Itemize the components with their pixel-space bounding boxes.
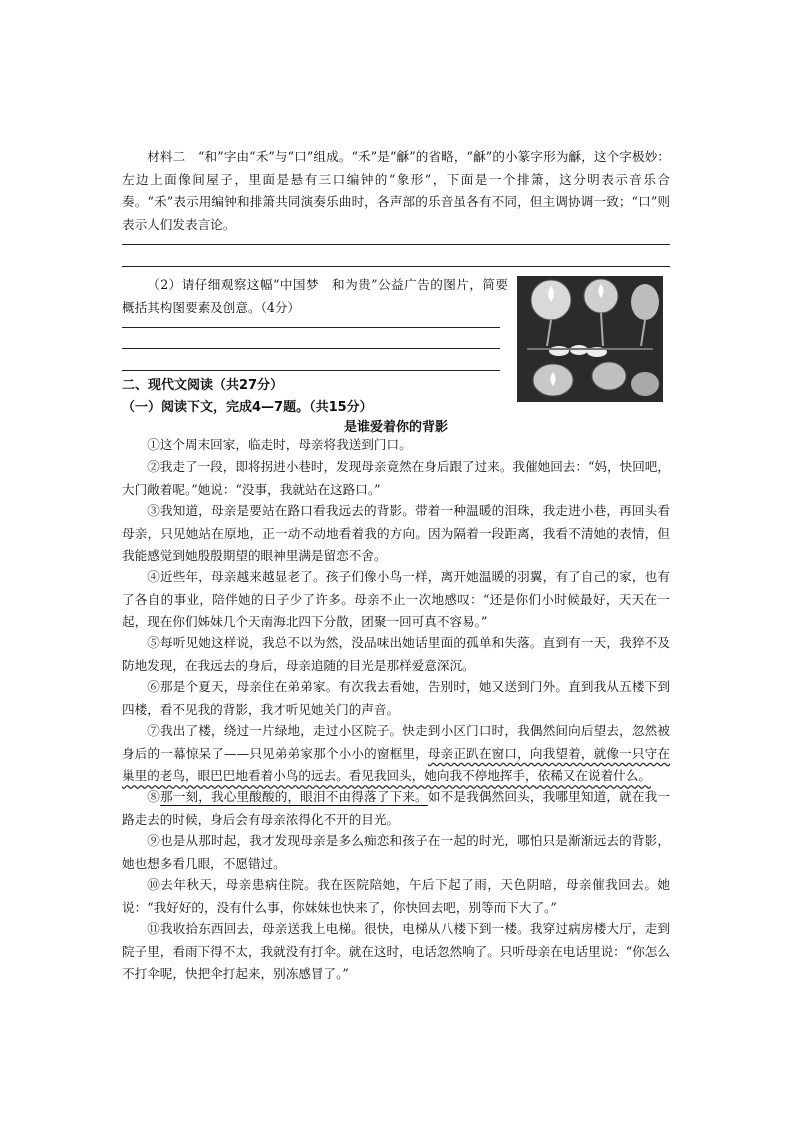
material-2-paragraph: 材料二 “和”字由“禾”与“口”组成。“禾”是“龢”的省略，“龢”的小篆字形为龢，这个字极妙：左边上面像间屋子，里面是悬有三口编钟的“象形”，下面是一个排箫，这分明表示音乐合奏。“禾”表示用编钟和排箫共同演奏乐曲时，各声部的乐音虽各有不同，但主调协调一致；“口”则表示人们发表言论。 [122,149,670,232]
answer-line [122,266,670,267]
paragraph-8-number: ⑧ [147,789,160,804]
article-paragraph-8 [122,786,670,831]
article-paragraph-1: ①这个周末回家，临走时，母亲将我送到门口。 [147,437,412,452]
public-service-ad-image [517,276,663,402]
section-heading: 二、现代文阅读（共27分） [122,378,284,393]
paragraph-7-wavy-underline: 母亲正趴在窗口，向我望着，就像一只守在巢里的老鸟，眼巴巴地看着小鸟的远去。看见我回头，她向我不停地挥手，依稀又在说着什么。 [122,745,671,783]
paragraph-8-plain: 如不是我偶然回头，我哪里知道，就在我一路走去的时候，身后会有母亲浓得化不开的目光。 [122,789,671,827]
article-paragraph-6: ⑥那是个夏天，母亲住在弟弟家。有次我去看她，告别时，她又送到门外。直到我从五楼下到四楼，看不见我的背影，我才听见她关门的声音。 [122,679,670,717]
sub-heading: （一）阅读下文，完成4—7题。（共15分） [122,400,373,415]
article-title: 是谁爱着你的背影 [343,420,448,435]
article-paragraph-2: ②我走了一段，即将拐进小巷时，发现母亲竟然在身后跟了过来。我催她回去：“妈，快回吧，大门敞着呢。”她说：“没事，我就站在这路口。” [122,459,670,497]
question-2-text: （2）请仔细观察这幅“中国梦 和为贵”公益广告的图片，简要概括其构图要素及创意。（4分） [122,277,508,315]
answer-line [122,244,670,245]
article-paragraph-9: ⑨也是从那时起，我才发现母亲是多么痴恋和孩子在一起的时光，哪怕只是渐渐远去的背影，她也想多看几眼，不愿错过。 [122,833,670,871]
article-paragraph-5: ⑤每听见她这样说，我总不以为然，没品味出她话里面的孤单和失落。直到有一天，我猝不及防地发现，在我远去的身后，母亲追随的目光是那样爱意深沉。 [122,635,670,673]
article-paragraph-3: ③我知道，母亲是要站在路口看我远去的背影。带着一种温暖的泪珠，我走进小巷，再回头看母亲，只见她站在原地，正一动不动地看着我的方向。因为隔着一段距离，我看不清她的表情，但我能感觉到她殷殷期望的眼神里满是留恋不舍。 [122,503,670,563]
article-paragraph-11: ⑪我收拾东西回去，母亲送我上电梯。很快，电梯从八楼下到一楼。我穿过病房楼大厅，走到院子里，看雨下得不太，我就没有打伞。就在这时，电话忽然响了。只听母亲在电话里说：“你怎么不打伞呢，快把伞打起来，别冻感冒了。” [122,921,670,981]
answer-line [122,327,500,328]
paragraph-8-underline: 那一刻，我心里酸酸的，眼泪不由得落了下来。 [159,789,428,804]
article-paragraph-7 [122,720,670,788]
article-paragraph-10: ⑩去年秋天，母亲患病住院。我在医院陪她，午后下起了雨，天色阴暗，母亲催我回去。她说：“我好好的，没有什么事，你妹妹也快来了，你快回去吧，别等而下大了。” [122,877,670,915]
answer-line [122,348,500,349]
paragraph-7-plain: ⑦我出了楼，绕过一片绿地，走过小区院子。快走到小区门口时，我偶然间向后望去，忽然被身后的一幕惊呆了——只见弟弟家那个小小的窗框里， [122,723,670,761]
article-paragraph-4: ④近些年，母亲越来越显老了。孩子们像小鸟一样，离开她温暖的羽翼，有了自己的家，也有了各自的事业，陪伴她的日子少了许多。母亲不止一次地感叹：“还是你们小时候最好，天天在一起，现在你们姊妹几个天南海北四下分散，团聚一回可真不容易。” [122,569,670,629]
answer-line [122,370,500,371]
lotus-illustration [517,276,663,402]
